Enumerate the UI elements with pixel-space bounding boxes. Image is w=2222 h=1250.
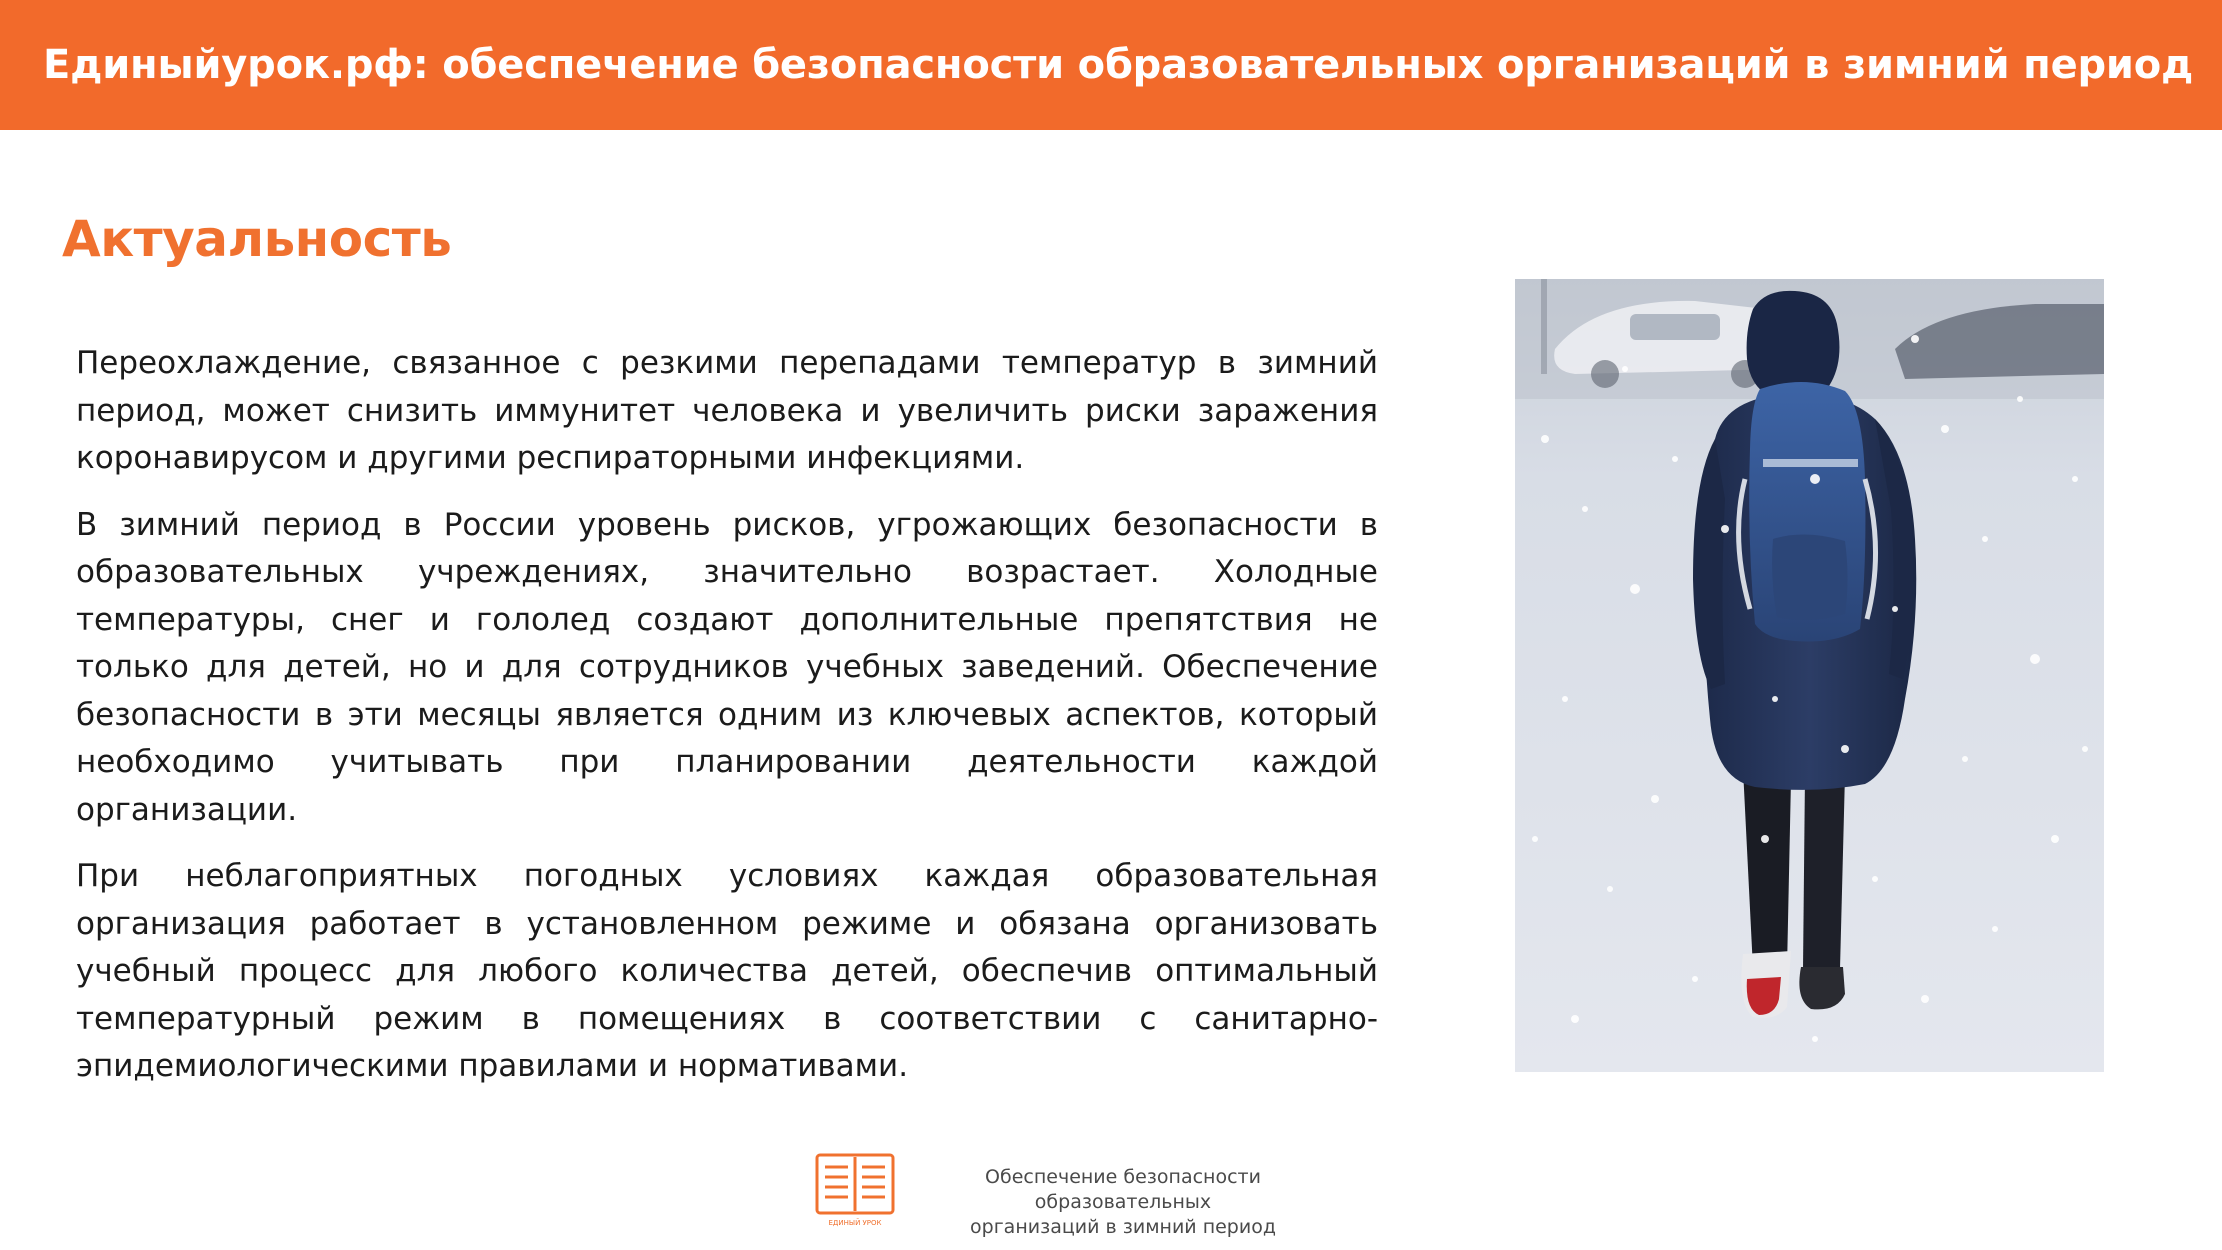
edinyi-urok-logo (815, 1153, 895, 1228)
paragraph-3: При неблагоприятных погодных условиях каждая образовательная организация работает в установленном режиме и обязана организовать учебный процесс для любого количества детей, обеспечив оптимальный температурный режим в помещениях в соответствии с санитарно-эпидемиологическими правилами и нормативами. (76, 858, 1378, 1084)
section-heading: Актуальность (62, 210, 452, 268)
footer-caption (903, 1165, 1343, 1240)
footer (815, 1153, 1355, 1238)
header-banner (0, 0, 2222, 130)
body-text (76, 340, 1378, 1110)
footer-caption-line-1: Обеспечение безопасности образовательных (985, 1166, 1261, 1213)
logo-label: ЕДИНЫЙ УРОК (828, 1219, 882, 1227)
child-in-snow-photo (1515, 279, 2104, 1072)
paragraph-1: Переохлаждение, связанное с резкими перепадами температур в зимний период, может снизить иммунитет человека и увеличить риски заражения коронавирусом и другими респираторными инфекциями. (76, 345, 1378, 476)
footer-caption-line-2: организаций в зимний период (970, 1216, 1276, 1238)
header-title: Единыйурок.рф: обеспечение безопасности образовательных организаций в зимний период (43, 42, 2194, 88)
paragraph-2: В зимний период в России уровень рисков, угрожающих безопасности в образовательных учреждениях, значительно возрастает. Холодные температуры, снег и гололед создают дополнительные препятствия не только для детей, но и для сотрудников учебных заведений. Обеспечение безопасности в эти месяцы является одним из ключевых аспектов, который необходимо учитывать при планировании деятельности каждой организации. (76, 506, 1378, 828)
